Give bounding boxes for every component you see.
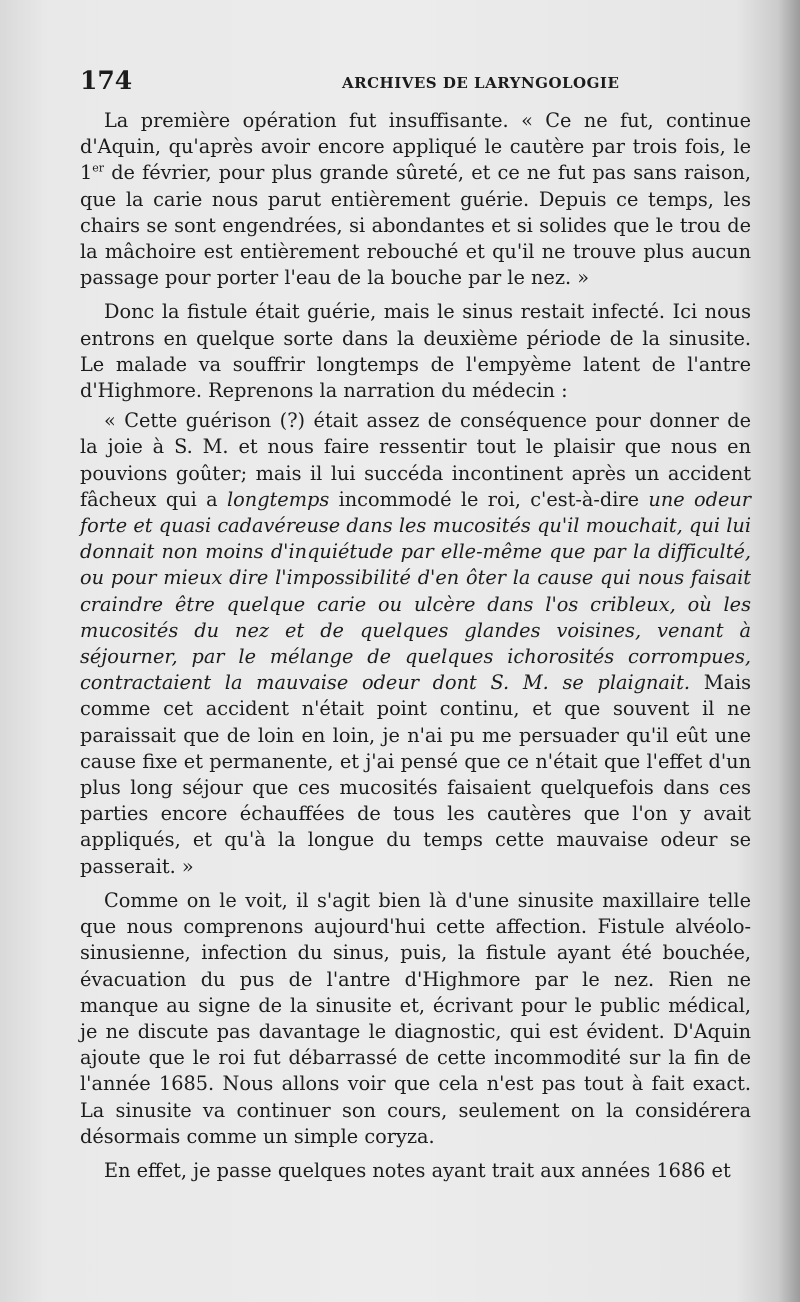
quote-text: incommodé le roi, c'est-à-dire bbox=[329, 487, 649, 511]
quote-text: Mais comme cet accident n'était point continu, et que souvent il ne paraissait que de loin en loin, je n'ai pu me persuader qu'il eût une cause fixe et permanente, et j'ai pensé que ce n'était que l'effet d'un plus long séjour que ces mucosités faisaient quelquefois dans ces parties encore échauffées de tous les cautères que l'on y avait appliqués, et qu'à la longue du temps cette mauvaise odeur se passerait. » bbox=[80, 671, 752, 878]
page-header bbox=[80, 66, 750, 94]
paragraph-first-operation bbox=[80, 108, 751, 291]
running-title: ARCHIVES DE LARYNGOLOGIE bbox=[342, 74, 620, 92]
body-text bbox=[80, 108, 751, 1184]
page-number: 174 bbox=[80, 66, 133, 95]
paragraph-continuation: En effet, je passe quelques notes ayant trait aux années 1686 et bbox=[104, 1158, 731, 1182]
paragraph-text: La première opération fut insuffisante. « Ce ne fut, continue d'Aquin, qu'après avoir encore appliqué le cautère par trois fois, le 1 bbox=[80, 109, 751, 185]
quote-text: « Cette guérison (?) était assez de conséquence pour donner de la joie à S. M. et nous faire ressentir tout le plaisir que nous en pouvions goûter; mais il lui succéda incontinent après un accident fâcheux qui a bbox=[80, 409, 751, 511]
italic-text: longtemps bbox=[227, 487, 330, 511]
paragraph-text: de février, pour plus grande sûreté, et ce ne fut pas sans raison, que la carie nous parut entièrement guérie. Depuis ce temps, les chairs se sont engendrées, si abondantes et si solides que le trou de la mâchoire est entièrement rebouché et qu'il ne trouve plus aucun passage pour porter l'eau de la bouche par le nez. » bbox=[80, 161, 751, 290]
paragraph-quotation bbox=[80, 408, 751, 880]
page-edge-shadow bbox=[778, 0, 800, 1302]
ordinal-superscript: er bbox=[92, 161, 105, 175]
paragraph-fistula-healed: Donc la fistule était guérie, mais le sinus restait infecté. Ici nous entrons en quelque sorte dans la deuxième période de la sinusite. Le malade va souffrir longtemps de l'empyème latent de l'antre d'Highmore. Reprenons la narration du médecin : bbox=[80, 300, 751, 403]
paragraph-diagnosis: Comme on le voit, il s'agit bien là d'une sinusite maxillaire telle que nous comprenons aujourd'hui cette affection. Fistule alvéolo-sinusienne, infection du sinus, puis, la fistule ayant été bouchée, évacuation du pus de l'antre d'Highmore par le nez. Rien ne manque au signe de la sinusite et, écrivant pour le public médical, je ne discute pas davantage le diagnostic, qui est évident. D'Aquin ajoute que le roi fut débarrassé de cette incommodité sur la fin de l'année 1685. Nous allons voir que cela n'est pas tout à fait exact. La sinusite va continuer son cours, seulement on la considérera désormais comme un simple coryza. bbox=[80, 888, 751, 1148]
italic-text: une odeur forte et quasi cadavéreuse dans les mucosités qu'il mouchait, qui lui donnait non moins d'inquiétude par elle-même que par la difficulté, ou pour mieux dire l'impossibilité d'en ôter la cause qui nous faisait craindre être quelque carie ou ulcère dans l'os cribleux, où les mucosités du nez et de quelques glandes voisines, venant à séjourner, par le mélange de quelques ichorosités corrompues, contractaient la mauvaise odeur dont S. M. se plaignait. bbox=[80, 487, 751, 695]
